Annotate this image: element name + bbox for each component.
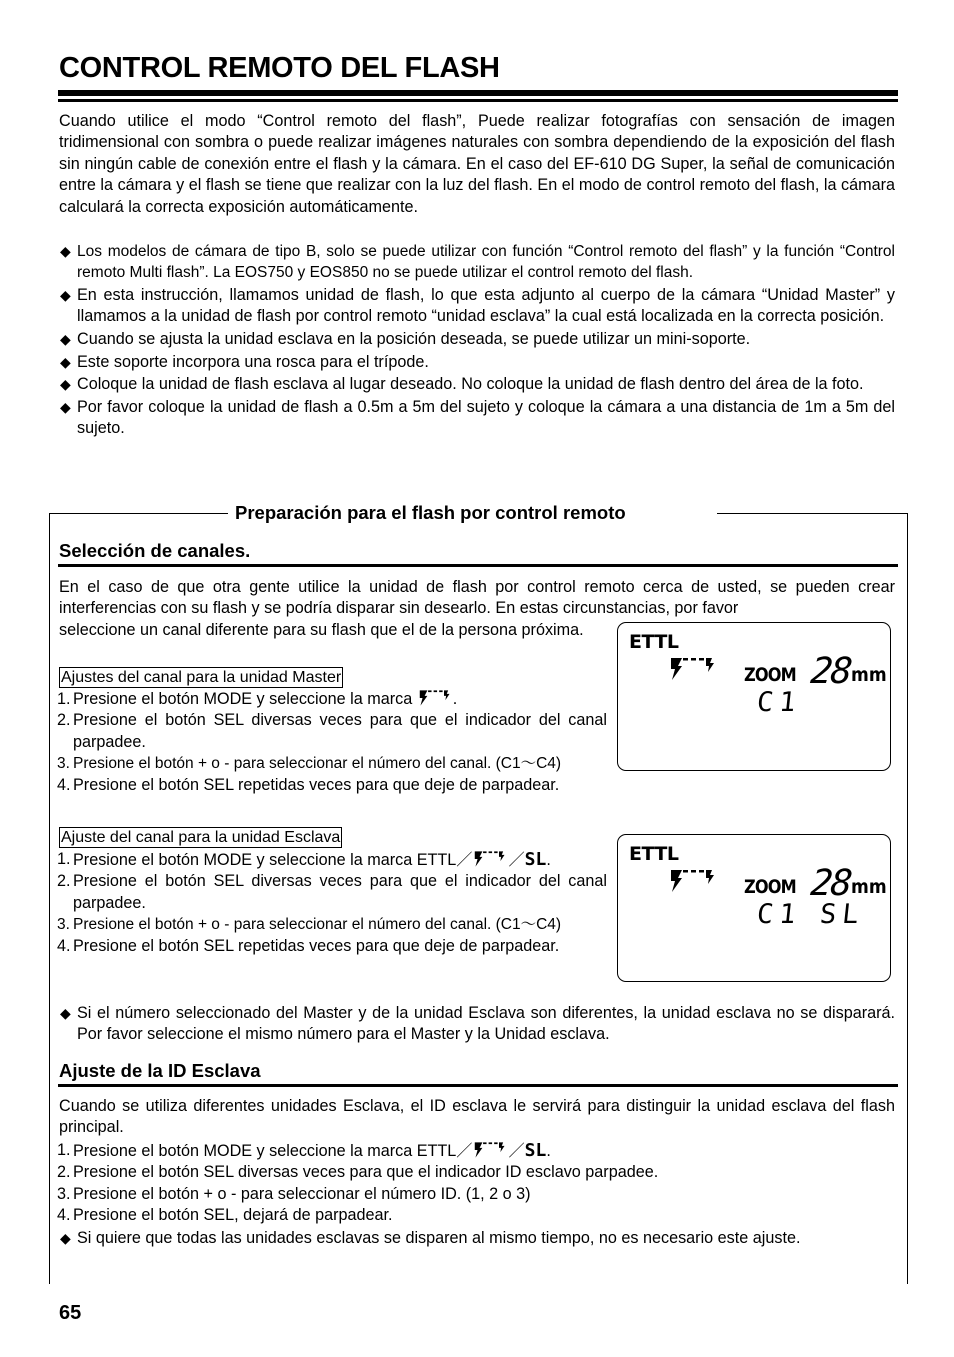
- lcd-slave-indicator: SL: [818, 899, 867, 930]
- intro-paragraph: Cuando utilice el modo “Control remoto del flash”, Puede realizar fotografías con sensación de imagen tridimensional con sombra o puede realizar imágenes naturales con sombra dependiendo de la exposición del flash sin ningún cable de conexión entre el flash y la cámara. En el caso del EF-610 DG Super, la señal de comunicación entre la cámara y el flash se tiene que realizar con la luz del flash. En el modo de control remoto del flash, la cámara calculará la correcta exposición automáticamente.: [59, 112, 895, 216]
- lcd-channel: C1: [755, 687, 804, 718]
- diamond-bullet-icon: ◆: [60, 398, 71, 415]
- bullet-item: ◆ Por favor coloque la unidad de flash a 0.5m a 5m del sujeto y coloque la cámara a una distancia de 1m a 5m del sujeto.: [60, 397, 895, 438]
- lcd-zoom-label: ZOOM: [744, 876, 796, 898]
- lcd-unit: mm: [851, 664, 887, 686]
- page-title: CONTROL REMOTO DEL FLASH: [59, 52, 500, 84]
- diamond-bullet-icon: ◆: [60, 243, 71, 259]
- step-item: 1. Presione el botón MODE y seleccione la marca ETTL／ ／SL.: [57, 849, 551, 870]
- slave-id-steps: [59, 1140, 895, 1250]
- step-item: 2. Presione el botón SEL diversas veces para que el indicador del canal parpadee.: [57, 872, 607, 912]
- lcd-mode: ETTL: [629, 843, 679, 865]
- section-rule: [58, 1084, 898, 1087]
- bullet-item: ◆ Cuando se ajusta la unidad esclava en la posición deseada, se puede utilizar un mini-soporte.: [59, 329, 895, 350]
- slave-label: Ajuste del canal para la unidad Esclava: [61, 829, 341, 846]
- diamond-bullet-icon: ◆: [60, 1229, 71, 1246]
- slave-id-note: ◆ Si quiere que todas las unidades esclavas se disparen al mismo tiempo, no es necesario este ajuste.: [59, 1228, 895, 1249]
- step-item: 4. Presione el botón SEL repetidas veces para que deje de parpadear.: [57, 775, 560, 794]
- remote-flash-icon: [668, 656, 718, 682]
- box-title: Preparación para el flash por control remoto: [235, 502, 626, 523]
- lcd-zoom-label: ZOOM: [744, 664, 796, 686]
- lcd-unit: mm: [851, 876, 887, 898]
- step-item: 3. Presione el botón + o - para seleccionar el número ID. (1, 2 o 3): [57, 1184, 531, 1203]
- lcd-display-master: [617, 622, 891, 771]
- slave-steps: [59, 849, 607, 957]
- step-item: 2. Presione el botón SEL diversas veces para que el indicador del canal parpadee.: [57, 711, 607, 751]
- diamond-bullet-icon: ◆: [60, 376, 71, 393]
- page-number: 65: [59, 1302, 82, 1324]
- bullet-item: ◆ Los modelos de cámara de tipo B, solo se puede utilizar con función “Control remoto del flash” y la función “Control remoto Multi flash”. La EOS750 y EOS850 no se puede utilizar el control remoto del flash.: [60, 243, 895, 282]
- lcd-zoom-value: 28: [808, 651, 853, 692]
- step-item: 3. Presione el botón + o - para seleccionar el número del canal. (C1～C4): [57, 755, 562, 773]
- step-item: 1. Presione el botón MODE y seleccione la marca .: [57, 690, 458, 708]
- title-rule-thin: [58, 99, 898, 102]
- lcd-zoom-value: 28: [808, 863, 853, 904]
- section-heading-channels: Selección de canales.: [59, 540, 251, 561]
- slave-mark-icon: SL: [524, 1140, 547, 1161]
- intro-bullet-list: [59, 241, 895, 441]
- step-item: 1. Presione el botón MODE y seleccione la marca ETTL／ ／SL.: [57, 1140, 551, 1161]
- channels-intro: En el caso de que otra gente utilice la unidad de flash por control remoto cerca de usted, se pueden crear interferencias con su flash y se podría disparar sin desearlo. En estas circunstancias, por favor: [59, 578, 895, 618]
- bullet-item: ◆ Coloque la unidad de flash esclava al lugar deseado. No coloque la unidad de flash dentro del área de la foto.: [59, 374, 895, 395]
- remote-flash-icon: [668, 868, 718, 894]
- lcd-display-slave: [617, 834, 891, 982]
- title-rule-thick: [58, 90, 898, 96]
- step-item: 4. Presione el botón SEL repetidas veces para que deje de parpadear.: [57, 936, 560, 955]
- section-heading-slave-id: Ajuste de la ID Esclava: [59, 1060, 261, 1081]
- slave-id-intro: Cuando se utiliza diferentes unidades Esclava, el ID esclava le servirá para distinguir la unidad esclava del flash principal.: [59, 1097, 895, 1137]
- section-rule: [58, 564, 898, 567]
- master-steps: [59, 689, 607, 796]
- slave-mark-icon: SL: [524, 849, 547, 870]
- step-item: 3. Presione el botón + o - para seleccionar el número del canal. (C1～C4): [57, 916, 562, 934]
- diamond-bullet-icon: ◆: [60, 287, 71, 303]
- bullet-item: ◆ En esta instrucción, llamamos unidad de flash, lo que esta adjunto al cuerpo de la cámara “Unidad Master” y llamamos a la unidad de flash por control remoto “unidad esclava” la cual está localizada en la correcta posición.: [60, 286, 895, 326]
- remote-flash-icon: [472, 850, 508, 868]
- lcd-mode: ETTL: [629, 631, 679, 653]
- remote-flash-icon: [417, 689, 453, 707]
- channels-intro-cont: seleccione un canal diferente para su flash que el de la persona próxima.: [59, 621, 584, 639]
- diamond-bullet-icon: ◆: [60, 1005, 71, 1021]
- remote-flash-icon: [472, 1141, 508, 1159]
- step-item: 2. Presione el botón SEL diversas veces para que el indicador ID esclavo parpadee.: [57, 1163, 659, 1182]
- diamond-bullet-icon: ◆: [60, 353, 71, 370]
- master-label: Ajustes del canal para la unidad Master: [61, 669, 342, 686]
- lcd-channel: C1: [755, 899, 804, 930]
- diamond-bullet-icon: ◆: [60, 331, 71, 347]
- channel-note: ◆ Si el número seleccionado del Master y de la unidad Esclava son diferentes, la unidad esclava no se disparará. Por favor seleccione el mismo número para el Master y la Unidad esclava.: [60, 1004, 895, 1044]
- bullet-item: ◆ Este soporte incorpora una rosca para el trípode.: [59, 352, 895, 373]
- step-item: 4. Presione el botón SEL, dejará de parpadear.: [57, 1206, 393, 1225]
